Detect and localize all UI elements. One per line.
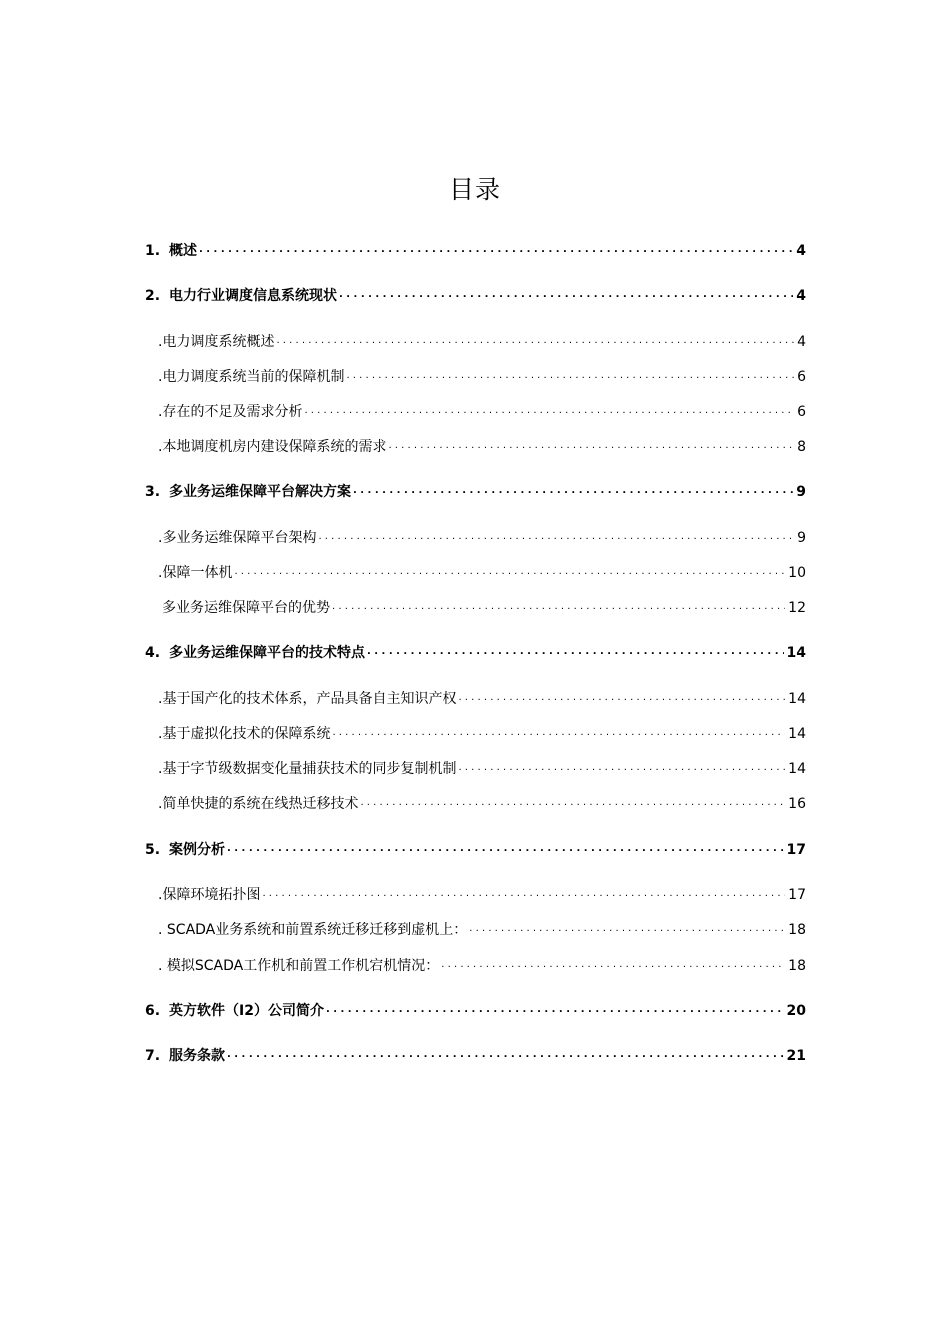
dot-leader: [227, 1050, 784, 1062]
toc-entry-page: 9: [797, 530, 806, 546]
toc-entry-2-3[interactable]: [158, 400, 806, 422]
toc-entry-6[interactable]: [145, 999, 806, 1021]
toc-entry-page: 4: [796, 243, 806, 259]
toc-entry-page: 14: [786, 645, 806, 661]
toc-entry-page: 16: [788, 796, 806, 812]
toc-entry-5-2[interactable]: [158, 918, 806, 940]
toc-entry-page: 18: [788, 958, 806, 974]
toc-entry-text: .保障一体机: [158, 565, 233, 581]
toc-entry-page: 10: [788, 565, 806, 581]
toc-entry-page: 17: [788, 887, 806, 903]
dot-leader: [469, 924, 785, 936]
dot-leader: [332, 602, 785, 614]
toc-entry-number: 1.: [145, 243, 161, 259]
toc-entry-text: 多业务运维保障平台的优势: [162, 600, 330, 616]
dot-leader: [276, 336, 794, 348]
toc-entry-5-3[interactable]: [158, 954, 806, 976]
toc-entry-text: .基于字节级数据变化量捕获技术的同步复制机制: [158, 761, 457, 777]
toc-entry-2[interactable]: [145, 284, 806, 306]
toc-entry-text: .基于国产化的技术体系，产品具备自主知识产权: [158, 691, 457, 707]
toc-entry-5-1[interactable]: [158, 883, 806, 905]
toc-entry-text: 概述: [169, 243, 197, 259]
dot-leader: [227, 844, 784, 856]
toc-entry-page: 20: [786, 1003, 806, 1019]
toc-entry-text: .保障环境拓扑图: [158, 887, 261, 903]
dot-leader: [458, 763, 785, 775]
toc-entry-text: 多业务运维保障平台解决方案: [169, 484, 351, 500]
toc-entry-number: 3.: [145, 484, 161, 500]
toc-entry-page: 18: [788, 922, 806, 938]
toc-entry-3-2[interactable]: [158, 561, 806, 583]
toc-entry-page: 6: [797, 369, 806, 385]
toc-entry-text: .本地调度机房内建设保障系统的需求: [158, 439, 387, 455]
toc-entry-text: 电力行业调度信息系统现状: [169, 288, 337, 304]
dot-leader: [360, 798, 785, 810]
toc-entry-4-3[interactable]: [158, 757, 806, 779]
toc-entry-7[interactable]: [145, 1044, 806, 1066]
toc-entry-number: 4.: [145, 645, 161, 661]
toc-entry-text: 多业务运维保障平台的技术特点: [169, 645, 365, 661]
dot-leader: [262, 889, 785, 901]
dot-leader: [353, 486, 793, 498]
toc-entry-page: 4: [797, 334, 806, 350]
toc-entry-page: 21: [786, 1048, 806, 1064]
toc-entry-page: 4: [796, 288, 806, 304]
toc-entry-page: 12: [788, 600, 806, 616]
toc-entry-4-2[interactable]: [158, 722, 806, 744]
toc-entry-text: .多业务运维保障平台架构: [158, 530, 317, 546]
toc-entry-page: 14: [788, 691, 806, 707]
toc-entry-4-4[interactable]: [158, 792, 806, 814]
dot-leader: [199, 245, 793, 257]
toc-entry-number: 6.: [145, 1003, 161, 1019]
toc-entry-4-1[interactable]: [158, 687, 806, 709]
toc-entry-2-4[interactable]: [158, 435, 806, 457]
toc-entry-text: .电力调度系统概述: [158, 334, 275, 350]
dot-leader: [346, 371, 794, 383]
dot-leader: [318, 532, 794, 544]
toc-entry-2-2[interactable]: [158, 365, 806, 387]
toc-entry-text: 英方软件（I2）公司简介: [169, 1003, 324, 1019]
toc-entry-text: . 模拟SCADA工作机和前置工作机宕机情况：: [158, 958, 440, 974]
toc-entry-text: .存在的不足及需求分析: [158, 404, 303, 420]
toc-entry-page: 9: [796, 484, 806, 500]
toc-entry-text: 案例分析: [169, 842, 225, 858]
dot-leader: [388, 441, 794, 453]
toc-entry-text: 服务条款: [169, 1048, 225, 1064]
toc-entry-text: . SCADA业务系统和前置系统迁移迁移到虚机上：: [158, 922, 468, 938]
dot-leader: [304, 406, 794, 418]
toc-entry-2-1[interactable]: [158, 330, 806, 352]
toc-entry-3-1[interactable]: [158, 526, 806, 548]
toc-entry-page: 8: [797, 439, 806, 455]
toc-entry-text: .电力调度系统当前的保障机制: [158, 369, 345, 385]
dot-leader: [441, 960, 785, 972]
dot-leader: [367, 647, 784, 659]
dot-leader: [339, 290, 793, 302]
toc-title: 目录: [448, 175, 501, 204]
toc-entry-3[interactable]: [145, 480, 806, 502]
toc-entry-number: 7.: [145, 1048, 161, 1064]
toc-entry-page: 6: [797, 404, 806, 420]
toc-entry-number: 5.: [145, 842, 161, 858]
toc-entry-1[interactable]: [145, 239, 806, 261]
dot-leader: [326, 1005, 784, 1017]
toc-entry-text: .简单快捷的系统在线热迁移技术: [158, 796, 359, 812]
dot-leader: [332, 728, 785, 740]
toc-entry-page: 17: [786, 842, 806, 858]
toc-entry-number: 2.: [145, 288, 161, 304]
toc-entry-4[interactable]: [145, 641, 806, 663]
toc-entry-page: 14: [788, 761, 806, 777]
dot-leader: [458, 693, 785, 705]
dot-leader: [234, 567, 785, 579]
toc-entry-page: 14: [788, 726, 806, 742]
toc-entry-text: .基于虚拟化技术的保障系统: [158, 726, 331, 742]
toc-entry-5[interactable]: [145, 838, 806, 860]
toc-entry-3-3[interactable]: [162, 596, 806, 618]
